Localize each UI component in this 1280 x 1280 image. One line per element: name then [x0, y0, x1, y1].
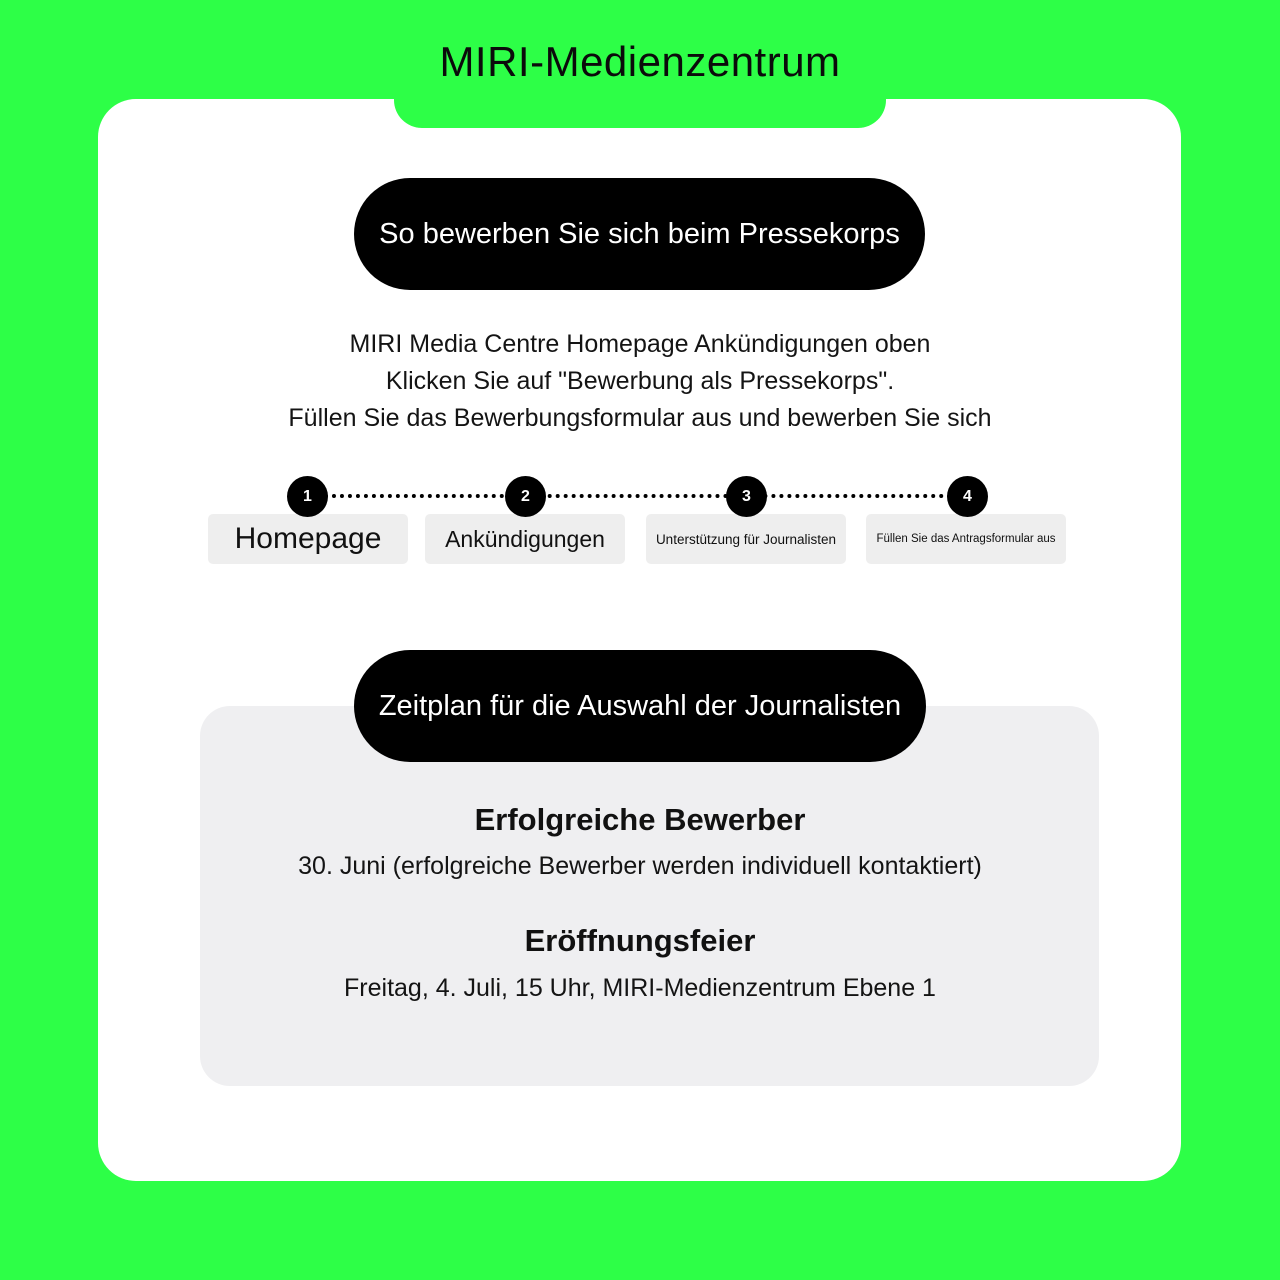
schedule-heading-pill: Zeitplan für die Auswahl der Journalisten	[354, 650, 926, 762]
step-label-homepage	[208, 514, 408, 564]
schedule-item-detail: 30. Juni (erfolgreiche Bewerber werden individuell kontaktiert)	[298, 852, 982, 880]
schedule-panel	[200, 706, 1099, 1086]
step-label-text: Ankündigungen	[445, 525, 605, 552]
apply-instructions	[140, 326, 1140, 437]
schedule-item-title: Erfolgreiche Bewerber	[474, 802, 806, 837]
header-tab-notch	[394, 90, 886, 128]
step-number-1: 1	[287, 476, 328, 517]
steps-connector-line	[308, 494, 968, 498]
site-title: MIRI-Medienzentrum	[439, 38, 841, 85]
step-label-text: Homepage	[234, 522, 382, 555]
step-number-4: 4	[947, 476, 988, 517]
instruction-line: Klicken Sie auf "Bewerbung als Pressekorps".	[385, 367, 895, 395]
step-label-text: Unterstützung für Journalisten	[655, 531, 837, 547]
schedule-item-detail: Freitag, 4. Juli, 15 Uhr, MIRI-Medienzentrum Ebene 1	[344, 974, 936, 1002]
instruction-line: Füllen Sie das Bewerbungsformular aus und bewerben Sie sich	[288, 404, 992, 432]
step-label-announcements	[425, 514, 625, 564]
apply-heading-pill: So bewerben Sie sich beim Pressekorps	[354, 178, 925, 290]
schedule-item-title: Eröffnungsfeier	[524, 923, 756, 958]
step-label-text: Füllen Sie das Antragsformular aus	[876, 533, 1056, 545]
step-label-journalist-support	[646, 514, 846, 564]
step-label-application-form	[866, 514, 1066, 564]
instruction-line: MIRI Media Centre Homepage Ankündigungen oben	[349, 330, 931, 358]
step-number-2: 2	[505, 476, 546, 517]
step-number-3: 3	[726, 476, 767, 517]
